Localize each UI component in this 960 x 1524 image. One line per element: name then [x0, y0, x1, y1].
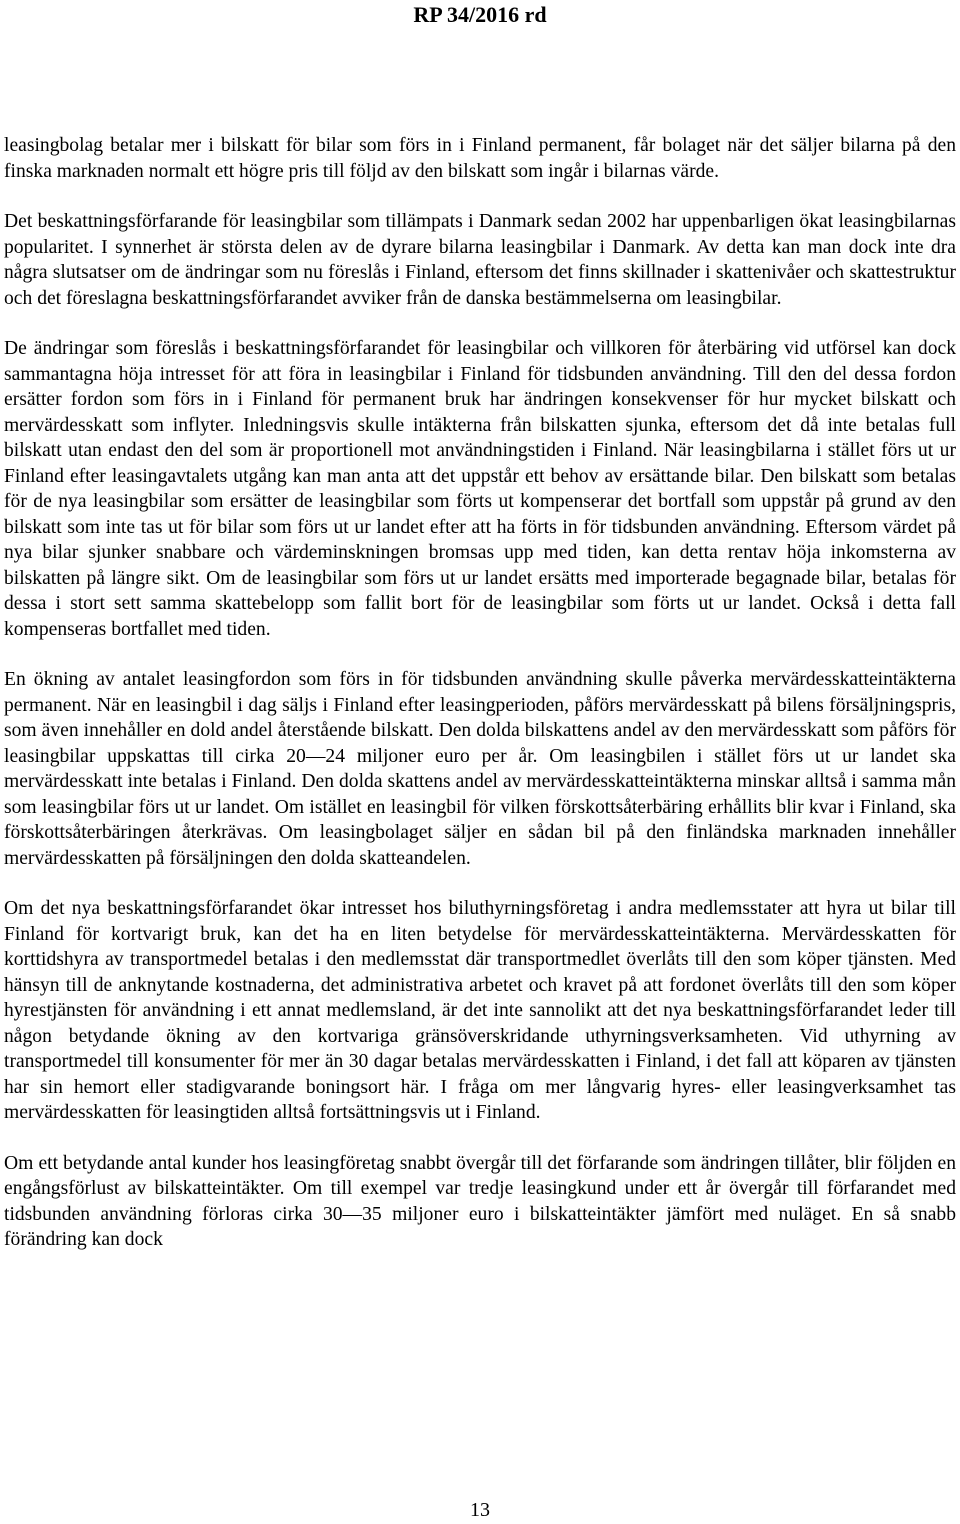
page-number: 13: [470, 1499, 490, 1521]
document-id: RP 34/2016 rd: [413, 2, 547, 27]
paragraph: Om ett betydande antal kunder hos leasingföretag snabbt övergår till det förfarande som ändringen tillåter, blir följden en engångsförlust av bilskatteintäkter. Om till exempel var tredje leasingkund under ett år övergår till förfarandet med tidsbunden användning förloras cirka 30—35 miljoner euro i bilskatteintäkter jämfört med nuläget. En så snabb förändring kan dock: [4, 1152, 956, 1250]
page-footer: [0, 1498, 960, 1522]
paragraph: Om det nya beskattningsförfarandet ökar intresset hos biluthyrningsföretag i andra medlemsstater att hyra ut bilar till Finland för kortvarigt bruk, kan det ha en liten betydelse för mervärdesskatteintäkterna. Mervärdesskatten för korttidshyra av transportmedel betalas i den medlemsstat där transportmedlet överlåts till den som köper tjänsten. Med hänsyn till de anknytande kostnaderna, det administrativa arbetet och kravet på att fordonet överlåts till den som köper hyrestjänsten för användning i ett annat medlemsland, är det inte sannolikt att det nya beskattningsförfarandet leder till någon betydande ökning av den kortvariga gränsöverskridande uthyrningsverksamheten. Vid uthyrning av transportmedel till konsumenter för mer än 30 dagar betalas mervärdesskatten i Finland, i det fall att köparen av tjänsten har sin hemort eller stadigvarande boningsort här. I fråga om mer långvarig hyres- eller leasingverksamhet tas mervärdesskatten för leasingtiden alltså fortsättningsvis ut i Finland.: [4, 898, 956, 1123]
paragraph: En ökning av antalet leasingfordon som förs in för tidsbunden användning skulle påverka mervärdesskatteintäkterna permanent. När en leasingbil i dag säljs i Finland efter leasingperioden, påförs mervärdesskatt på bilens försäljningspris, som även innehåller en dold andel återstående bilskatt. Den dolda bilskattens andel av den mervärdesskatt som påförs för leasingbilar uppskattas till cirka 20—24 miljoner euro per år. Om leasingbilen i stället förs ut ur landet ska mervärdesskatt inte betalas i Finland. Den dolda skattens andel av mervärdesskatteintäkterna minskar alltså i samma mån som leasingbilar förs ut ur landet. Om istället en leasingbil för vilken förskottsåterbäring erhållits blir kvar i Finland, ska förskottsåterbäringen återkrävas. Om leasingbolaget säljer en sådan bil på den finländska marknaden innehåller mervärdesskatten på försäljningen den dolda skatteandelen.: [4, 669, 956, 869]
document-body: [4, 133, 956, 1278]
paragraph: leasingbolag betalar mer i bilskatt för bilar som förs in i Finland permanent, får bolaget när det säljer bilarna på den finska marknaden normalt ett högre pris till följd av den bilskatt som ingår i bilarnas värde.: [4, 135, 956, 182]
paragraph: Det beskattningsförfarande för leasingbilar som tillämpats i Danmark sedan 2002 har uppenbarligen ökat leasingbilarnas popularitet. I synnerhet är största delen av de dyrare bilarna leasingbilar i Danmark. Av detta kan man dock inte dra några slutsatser om de ändringar som nu föreslås i Finland, eftersom det finns skillnader i skattenivåer och skattestruktur och det föreslagna beskattningsförfarandet avviker från de danska bestämmelserna om leasingbilar.: [4, 211, 956, 309]
paragraph: De ändringar som föreslås i beskattningsförfarandet för leasingbilar och villkoren för återbäring vid utförsel kan dock sammantagna höja intresset för att föra in leasingbilar i Finland för tidsbunden användning. Till den del dessa fordon ersätter fordon som förs in i Finland för permanent bruk har ändringen konsekvenser för hur mycket bilskatt och mervärdesskatt som inflyter. Inledningsvis skulle intäkterna från bilskatten sjunka, eftersom det då inte betalas full bilskatt utan endast den del som är proportionell mot användningstiden i Finland. När leasingbilarna i stället förs ut ur Finland efter leasingavtalets utgång kan man anta att det uppstår ett behov av ersättande bilar. Den bilskatt som betalas för de nya leasingbilar som ersätter de leasingbilar som förts ut kompenserar det bortfall som uppstår på grund av den bilskatt som inte tas ut för bilar som förs ut ur landet efter att ha förts in för tidsbunden användning. Eftersom värdet på nya bilar sjunker snabbare och värdeminskningen bromsas upp med tiden, kan detta rentav höja inkomsterna av bilskatten på längre sikt. Om de leasingbilar som förs ut ur landet ersätts med importerade begagnade bilar, betalas för dessa i stort sett samma skattebelopp som fallit bort för de leasingbilar som förts ut ur landet. Också i detta fall kompenseras bortfallet med tiden.: [4, 338, 956, 640]
document-header: [0, 2, 960, 28]
